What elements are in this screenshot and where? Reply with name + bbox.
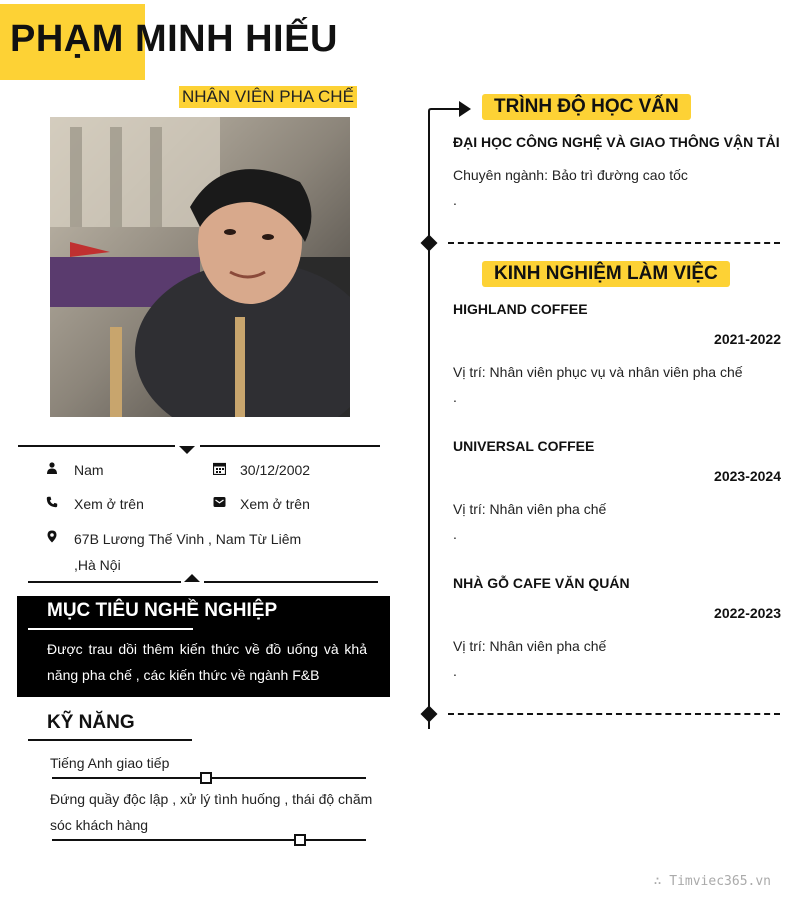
- divider-left: [18, 445, 175, 447]
- experience-2-note: .: [453, 526, 457, 542]
- divider-right-2: [204, 581, 378, 583]
- divider-arrow-down: [179, 446, 195, 454]
- candidate-name: PHẠM MINH HIẾU: [10, 18, 338, 60]
- job-title: NHÂN VIÊN PHA CHẾ: [179, 86, 357, 108]
- experience-1-company: HIGHLAND COFFEE: [453, 301, 588, 317]
- objective-underline: [28, 628, 193, 630]
- experience-1-years: 2021-2022: [714, 331, 781, 347]
- skills-underline: [28, 739, 192, 741]
- objective-text: Được trau dồi thêm kiến thức về đồ uống và khả năng pha chế , các kiến thức về ngành F&B: [47, 641, 367, 683]
- experience-3-note: .: [453, 663, 457, 679]
- experience-2-company: UNIVERSAL COFFEE: [453, 438, 595, 454]
- person-icon: [45, 461, 59, 475]
- profile-photo: [50, 117, 350, 417]
- experience-3-years: 2022-2023: [714, 605, 781, 621]
- location-icon: [45, 529, 59, 543]
- phone-value: Xem ở trên: [74, 496, 144, 512]
- timeline-line: [428, 115, 430, 729]
- timeline-diamond-1: [421, 235, 438, 252]
- objective-title: MỤC TIÊU NGHỀ NGHIỆP: [47, 600, 278, 621]
- education-title: TRÌNH ĐỘ HỌC VẤN: [482, 94, 691, 120]
- skill-2-name: Đứng quầy độc lập , xử lý tình huống , thái độ chăm sóc khách hàng: [50, 791, 373, 833]
- profile-photo-illustration: [50, 117, 350, 417]
- watermark: [654, 874, 771, 889]
- gender-value: Nam: [74, 462, 104, 478]
- experience-3-position: Vị trí: Nhân viên pha chế: [453, 638, 607, 654]
- skill-2-track: [52, 839, 366, 841]
- education-note: .: [453, 192, 457, 208]
- email-value: Xem ở trên: [240, 496, 310, 512]
- calendar-icon: [212, 461, 226, 475]
- divider-arrow-up: [184, 574, 200, 582]
- experience-1-position: Vị trí: Nhân viên phục vụ và nhân viên pha chế: [453, 364, 743, 380]
- experience-1-note: .: [453, 389, 457, 405]
- experience-2-years: 2023-2024: [714, 468, 781, 484]
- divider-right: [200, 445, 380, 447]
- skills-title: KỸ NĂNG: [47, 712, 135, 733]
- timeline-arrow-icon: [428, 99, 473, 119]
- divider-left-2: [28, 581, 181, 583]
- birthday-value: 30/12/2002: [240, 462, 311, 478]
- address-value: 67B Lương Thế Vinh , Nam Từ Liêm ,Hà Nội: [74, 531, 302, 573]
- skill-2-level: [294, 834, 306, 846]
- email-icon: [212, 495, 226, 509]
- experience-2-position: Vị trí: Nhân viên pha chế: [453, 501, 607, 517]
- education-major: Chuyên ngành: Bảo trì đường cao tốc: [453, 167, 688, 183]
- dashed-divider-1: [448, 242, 780, 244]
- experience-title: KINH NGHIỆM LÀM VIỆC: [482, 261, 730, 287]
- watermark-text: Timviec365.vn: [669, 874, 771, 889]
- education-school: ĐẠI HỌC CÔNG NGHỆ VÀ GIAO THÔNG VẬN TẢI: [453, 134, 780, 150]
- dashed-divider-2: [448, 713, 780, 715]
- skill-1-name: Tiếng Anh giao tiếp: [50, 755, 170, 771]
- skill-1-level: [200, 772, 212, 784]
- timeline-diamond-2: [421, 706, 438, 723]
- phone-icon: [45, 495, 59, 509]
- watermark-logo-icon: ∴: [653, 874, 670, 889]
- experience-3-company: NHÀ GỖ CAFE VĂN QUÁN: [453, 575, 630, 591]
